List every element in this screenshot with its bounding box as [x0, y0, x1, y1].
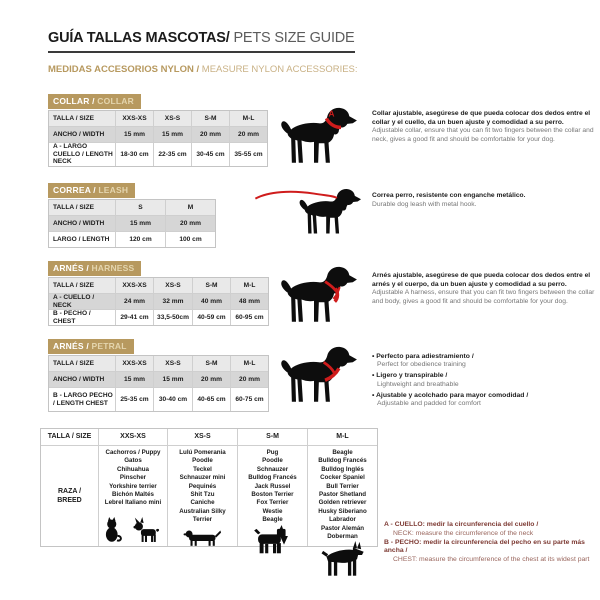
- petral-size-table: [48, 355, 269, 412]
- col-header: M-L: [308, 429, 377, 445]
- breed-cell-m-l: [308, 446, 377, 546]
- breed-item: Cachorros / Puppy: [105, 449, 161, 456]
- row-label: ANCHO / WIDTH: [49, 127, 115, 142]
- cat-icon: [102, 516, 128, 544]
- leash-section-badge: CORREA / LEASH: [48, 183, 135, 198]
- measurement-notes: [384, 521, 596, 565]
- value-cell: 20 mm: [231, 372, 268, 387]
- dog-silhouette-icon: [278, 342, 368, 406]
- page-subtitle-en: MEASURE NYLON ACCESSORIES:: [201, 64, 358, 75]
- breed-item: Chihuahua: [117, 465, 149, 473]
- value-cell: 40 mm: [193, 294, 230, 309]
- breed-item: Westie: [262, 507, 283, 515]
- dog-petral-illustration: [278, 342, 368, 406]
- col-header: XS-S: [154, 278, 192, 293]
- col-header: XXS-XS: [116, 278, 153, 293]
- page-title-es: GUÍA TALLAS MASCOTAS/: [48, 30, 230, 46]
- col-header: S-M: [238, 429, 307, 445]
- breed-table: [40, 428, 378, 547]
- value-cell: 25-35 cm: [116, 388, 153, 411]
- breed-item: Poodle: [262, 457, 283, 465]
- col-header: XS-S: [154, 356, 192, 371]
- col-header: S-M: [193, 278, 230, 293]
- leash-line-red: [255, 192, 336, 199]
- breed-item: Schnauzer: [256, 465, 289, 473]
- value-cell: 20 mm: [192, 127, 229, 142]
- note-a-en: NECK: measure the circumference of the neck: [393, 529, 534, 537]
- value-cell: 20 mm: [193, 372, 230, 387]
- col-header: XS-S: [168, 429, 237, 445]
- breed-item: Gatos: [124, 457, 142, 465]
- col-header: XXS-XS: [99, 429, 167, 445]
- doberman-icon: [316, 541, 370, 579]
- note-b-es: B - PECHO: medir la circunferencia del pecho en su parte más ancha /: [384, 538, 585, 555]
- dog-harness-illustration: [278, 262, 368, 326]
- breed-item: Teckel: [193, 465, 212, 473]
- breed-item: Golden retriever: [318, 499, 367, 507]
- col-header: S: [116, 200, 165, 215]
- row-label: A - LARGO CUELLO / LENGTH NECK: [49, 143, 115, 166]
- value-cell: 60-95 cm: [231, 310, 268, 325]
- schnauzer-icon: [251, 525, 295, 558]
- col-header: TALLA / SIZE: [49, 356, 115, 371]
- value-cell: 100 cm: [166, 232, 215, 247]
- value-cell: 15 mm: [154, 372, 192, 387]
- breed-item: Beagle: [262, 516, 283, 524]
- breed-item: Australian Silky Terrier: [179, 507, 226, 524]
- breed-list: [169, 449, 236, 525]
- value-cell: 30-45 cm: [192, 143, 229, 166]
- breed-item: Schnauzer mini: [179, 474, 226, 482]
- value-cell: 40-65 cm: [193, 388, 230, 411]
- breed-item: Fox Terrier: [256, 499, 289, 507]
- value-cell: 18-30 cm: [116, 143, 153, 166]
- dachshund-icon: [176, 525, 230, 550]
- page-subtitle-es: MEDIDAS ACCESORIOS NYLON /: [48, 64, 202, 75]
- breed-item: Caniche: [190, 499, 215, 507]
- breed-item: Pequinés: [188, 482, 217, 490]
- breed-item: Pug: [266, 449, 279, 456]
- breed-item: Pastor Shetland: [318, 491, 367, 499]
- value-cell: 15 mm: [116, 216, 165, 231]
- breed-item: Yorkshire terrier: [109, 482, 157, 490]
- value-cell: 33,5-50cm: [154, 310, 192, 325]
- page-subtitle: [48, 64, 358, 75]
- row-label: B - LARGO PECHO / LENGTH CHEST: [49, 388, 115, 411]
- dog-silhouette-icon: [252, 180, 370, 242]
- row-label: A - CUELLO / NECK: [49, 294, 115, 309]
- value-cell: 15 mm: [116, 372, 153, 387]
- col-header: XXS-XS: [116, 111, 153, 126]
- leash-description: Correa perro, resistente con enganche metálico. Durable dog leash with metal hook.: [372, 192, 526, 208]
- col-header: M-L: [230, 111, 267, 126]
- breed-cell-s-m: [238, 446, 307, 546]
- breed-list: [318, 449, 367, 541]
- breed-item: Pastor Alemán: [320, 524, 365, 532]
- breed-item: Shit Tzu: [190, 491, 215, 499]
- dog-silhouette-icon: [278, 262, 368, 326]
- row-label: B - PECHO / CHEST: [49, 310, 115, 325]
- value-cell: 24 mm: [116, 294, 153, 309]
- breed-item: Bulldog Francés: [318, 457, 367, 465]
- breed-item: Pinscher: [119, 474, 147, 482]
- breed-list: [105, 449, 161, 508]
- collar-section-badge: COLLAR / COLLAR: [48, 94, 141, 109]
- breed-item: Jack Russel: [254, 482, 291, 490]
- dog-silhouette-icon: [278, 104, 368, 166]
- breed-item: Bichón Maltés: [112, 491, 154, 499]
- col-header: M-L: [231, 278, 268, 293]
- value-cell: 15 mm: [116, 127, 153, 142]
- value-cell: 20 mm: [230, 127, 267, 142]
- breed-item: Poodle: [192, 457, 213, 465]
- page-title: [48, 30, 355, 53]
- leash-size-table: [48, 199, 216, 248]
- col-header: M: [166, 200, 215, 215]
- col-header: XXS-XS: [116, 356, 153, 371]
- breed-item: Bull Terrier: [326, 482, 359, 490]
- value-cell: 29-41 cm: [116, 310, 153, 325]
- value-cell: 22-35 cm: [154, 143, 191, 166]
- dog-leash-illustration: [252, 180, 370, 242]
- breed-row-label: RAZA / BREED: [41, 446, 98, 546]
- col-header: S-M: [192, 111, 229, 126]
- breed-item: Labrador: [329, 516, 356, 524]
- col-header: TALLA / SIZE: [49, 200, 115, 215]
- page-title-en: PETS SIZE GUIDE: [229, 30, 355, 46]
- breed-item: Husky Siberiano: [318, 507, 367, 515]
- breed-item: Bulldog Inglés: [321, 465, 364, 473]
- dog-collar-illustration: [278, 104, 368, 166]
- breed-item: Cocker Spaniel: [320, 474, 365, 482]
- value-cell: 35-55 cm: [230, 143, 267, 166]
- collar-size-table: [48, 110, 268, 167]
- value-cell: 120 cm: [116, 232, 165, 247]
- col-header: TALLA / SIZE: [41, 429, 98, 445]
- petral-features: • Perfecto para adiestramiento / Perfect for obedience training • Ligero y transpirable / Lightweight and breathable • Ajustable y acolchado para mayor comodidad / Adjustable and padded for comfort: [372, 353, 529, 408]
- col-header: S-M: [193, 356, 230, 371]
- breed-item: Beagle: [332, 449, 353, 456]
- marker-a-label: A: [328, 108, 335, 119]
- row-label: ANCHO / WIDTH: [49, 216, 115, 231]
- value-cell: 60-75 cm: [231, 388, 268, 411]
- breed-item: Doberman: [327, 533, 358, 541]
- breed-item: Bulldog Francés: [248, 474, 297, 482]
- collar-description: Collar ajustable, asegúrese de que pueda colocar dos dedos entre el collar y el cuello, da un buen ajuste y comodidad a su perro. Adjustable collar, ensure that you can fit two fingers between the collar and neck, gives a good fit and should be comfortable for your dog.: [372, 110, 594, 143]
- chihuahua-icon: [130, 517, 164, 544]
- value-cell: 32 mm: [154, 294, 192, 309]
- petral-section-badge: ARNÉS / PETRAL: [48, 339, 134, 354]
- value-cell: 48 mm: [231, 294, 268, 309]
- breed-item: Lebrel Italiano mini: [104, 499, 162, 507]
- col-header: M-L: [231, 356, 268, 371]
- note-b-en: CHEST: measure the circumference of the chest at its widest part: [393, 556, 590, 564]
- harness-section-badge: ARNÉS / HARNESS: [48, 261, 141, 276]
- breed-cell-xxs-xs: [99, 446, 167, 546]
- col-header: TALLA / SIZE: [49, 111, 115, 126]
- value-cell: 30-40 cm: [154, 388, 192, 411]
- harness-size-table: [48, 277, 269, 326]
- value-cell: 15 mm: [154, 127, 191, 142]
- breed-item: Boston Terrier: [251, 491, 294, 499]
- breed-cell-xs-s: [168, 446, 237, 546]
- col-header: TALLA / SIZE: [49, 278, 115, 293]
- harness-description: Arnés ajustable, asegúrese de que pueda colocar dos dedos entre el arnés y el cuerpo, da un buen ajuste y comodidad a su perro. Adjustable A harness, ensure that you can fit two fingers between the collar and body, gives a good fit and should be comfortable for your dog.: [372, 272, 595, 305]
- value-cell: 20 mm: [166, 216, 215, 231]
- value-cell: 40-59 cm: [193, 310, 230, 325]
- breed-item: Lulú Pomerania: [179, 449, 226, 456]
- breed-list: [248, 449, 296, 525]
- note-a-es: A - CUELLO: medir la circunferencia del cuello /: [384, 521, 539, 528]
- row-label: ANCHO / WIDTH: [49, 372, 115, 387]
- col-header: XS-S: [154, 111, 191, 126]
- row-label: LARGO / LENGTH: [49, 232, 115, 247]
